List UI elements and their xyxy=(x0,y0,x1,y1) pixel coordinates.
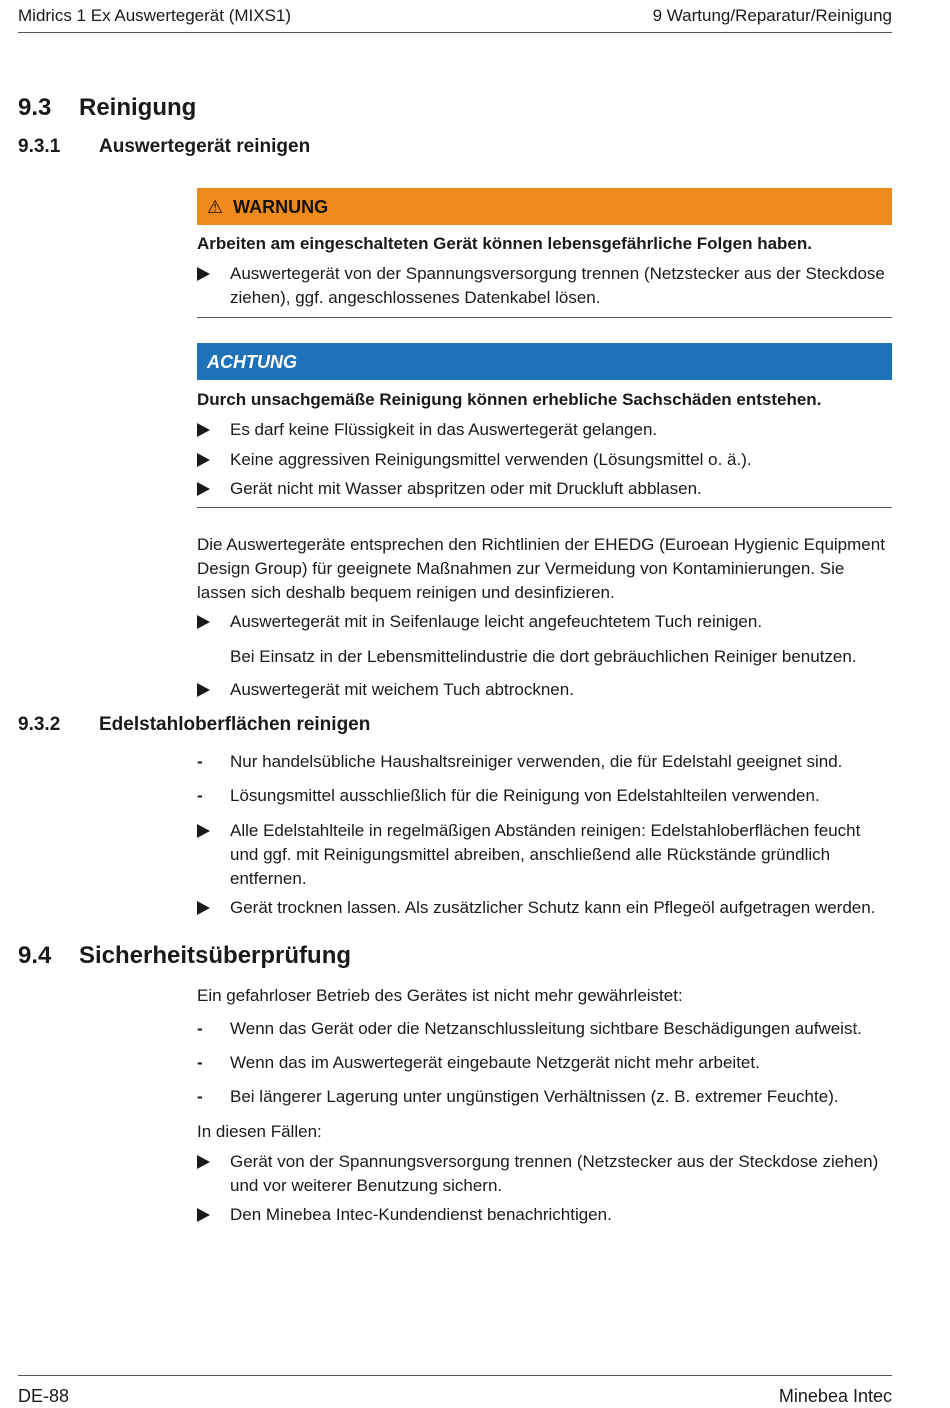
safety-step xyxy=(197,1150,892,1198)
cleaning-intro-paragraph: Die Auswertegeräte entsprechen den Richtlinien der EHEDG (Euroean Hygienic Equipment Design Group) für geeignete Maßnahmen zur Vermeidung von Kontaminierungen. Sie lassen sich deshalb bequem reinigen und desinfizieren. xyxy=(197,535,885,602)
list-item-text: Wenn das im Auswertegerät eingebaute Netzgerät nicht mehr arbeitet. xyxy=(230,1053,760,1072)
safety-step-text: Den Minebea Intec-Kundendienst benachrichtigen. xyxy=(230,1205,612,1224)
section-title: Reinigung xyxy=(79,94,197,121)
stainless-step-text: Alle Edelstahlteile in regelmäßigen Abständen reinigen: Edelstahloberflächen feucht und ggf. mit Reinigungsmittel abreiben, anschließend alle Rückstände gründlich entfernen. xyxy=(230,821,861,888)
dash-marker: - xyxy=(197,786,203,805)
bullet-arrow-icon xyxy=(197,819,217,845)
cleaning-step-text: Auswertegerät mit weichem Tuch abtrocknen. xyxy=(230,680,574,699)
cases-label: In diesen Fällen: xyxy=(197,1122,322,1141)
warning-banner xyxy=(197,188,892,225)
warning-step-text: Auswertegerät von der Spannungsversorgung trennen (Netzstecker aus der Steckdose ziehen), ggf. angeschlossenes Datenkabel lösen. xyxy=(230,264,885,307)
list-item-text: Wenn das Gerät oder die Netzanschlussleitung sichtbare Beschädigungen aufweist. xyxy=(230,1019,862,1038)
safety-step-text: Gerät von der Spannungsversorgung trennen (Netzstecker aus der Steckdose ziehen) und vor weiterer Benutzung sichern. xyxy=(230,1152,879,1195)
caution-step-text: Keine aggressiven Reinigungsmittel verwenden (Lösungsmittel o. ä.). xyxy=(230,450,752,469)
cleaning-step-text: Auswertegerät mit in Seifenlauge leicht angefeuchtetem Tuch reinigen. xyxy=(230,612,763,631)
subsection-title: Auswertegerät reinigen xyxy=(99,136,311,157)
list-item xyxy=(197,1085,892,1109)
warning-step xyxy=(197,262,892,310)
header-chapter-title: 9 Wartung/Reparatur/Reinigung xyxy=(652,6,892,25)
caution-divider xyxy=(197,507,892,508)
header-document-title: Midrics 1 Ex Auswertegerät (MIXS1) xyxy=(18,6,292,25)
dash-marker: - xyxy=(197,1019,203,1038)
warning-label: WARNUNG xyxy=(233,197,329,217)
list-item-text: Lösungsmittel ausschließlich für die Reinigung von Edelstahlteilen verwenden. xyxy=(230,786,820,805)
dash-marker: - xyxy=(197,1053,203,1072)
section-number: 9.3 xyxy=(18,94,52,121)
stainless-step xyxy=(197,819,892,891)
list-item xyxy=(197,1017,892,1041)
safety-step xyxy=(197,1203,892,1227)
bullet-arrow-icon xyxy=(197,262,217,288)
caution-step-text: Gerät nicht mit Wasser abspritzen oder mit Druckluft abblasen. xyxy=(230,479,702,498)
caution-banner xyxy=(197,343,892,380)
footer-brand: Minebea Intec xyxy=(778,1386,892,1406)
caution-headline: Durch unsachgemäße Reinigung können erhebliche Sachschäden entstehen. xyxy=(197,390,822,409)
caution-step xyxy=(197,477,892,501)
caution-step xyxy=(197,418,892,442)
bullet-arrow-icon xyxy=(197,896,217,922)
stainless-step-text: Gerät trocknen lassen. Als zusätzlicher Schutz kann ein Pflegeöl aufgetragen werden. xyxy=(230,898,876,917)
bullet-arrow-icon xyxy=(197,418,217,444)
warning-divider xyxy=(197,317,892,318)
section-title: Sicherheitsüberprüfung xyxy=(79,942,352,969)
bullet-arrow-icon xyxy=(197,1203,217,1229)
caution-step xyxy=(197,448,892,472)
list-item xyxy=(197,1051,892,1075)
bullet-arrow-icon xyxy=(197,448,217,474)
cleaning-step xyxy=(197,678,892,702)
warning-triangle-icon: ⚠ xyxy=(207,197,224,217)
section-number: 9.4 xyxy=(18,942,52,969)
subsection-title: Edelstahloberflächen reinigen xyxy=(99,714,371,735)
dash-marker: - xyxy=(197,1087,203,1106)
page-number: DE-88 xyxy=(18,1386,70,1406)
warning-headline: Arbeiten am eingeschalteten Gerät können lebensgefährliche Folgen haben. xyxy=(197,234,812,253)
dash-marker: - xyxy=(197,752,203,771)
cleaning-note: Bei Einsatz in der Lebensmittelindustrie die dort gebräuchlichen Reiniger benutzen. xyxy=(230,647,857,666)
list-item-text: Bei längerer Lagerung unter ungünstigen Verhältnissen (z. B. extremer Feuchte). xyxy=(230,1087,839,1106)
list-item-text: Nur handelsübliche Haushaltsreiniger verwenden, die für Edelstahl geeignet sind. xyxy=(230,752,843,771)
list-item xyxy=(197,784,892,808)
subsection-number: 9.3.1 xyxy=(18,136,61,157)
bullet-arrow-icon xyxy=(197,477,217,503)
stainless-step xyxy=(197,896,892,920)
header-divider xyxy=(18,32,892,33)
subsection-number: 9.3.2 xyxy=(18,714,61,735)
bullet-arrow-icon xyxy=(197,1150,217,1176)
caution-step-text: Es darf keine Flüssigkeit in das Auswertegerät gelangen. xyxy=(230,420,658,439)
bullet-arrow-icon xyxy=(197,610,217,636)
safety-intro: Ein gefahrloser Betrieb des Gerätes ist nicht mehr gewährleistet: xyxy=(197,986,683,1005)
bullet-arrow-icon xyxy=(197,678,217,704)
footer-divider xyxy=(18,1375,892,1376)
cleaning-step xyxy=(197,610,892,634)
list-item xyxy=(197,750,892,774)
caution-label: ACHTUNG xyxy=(207,352,297,372)
